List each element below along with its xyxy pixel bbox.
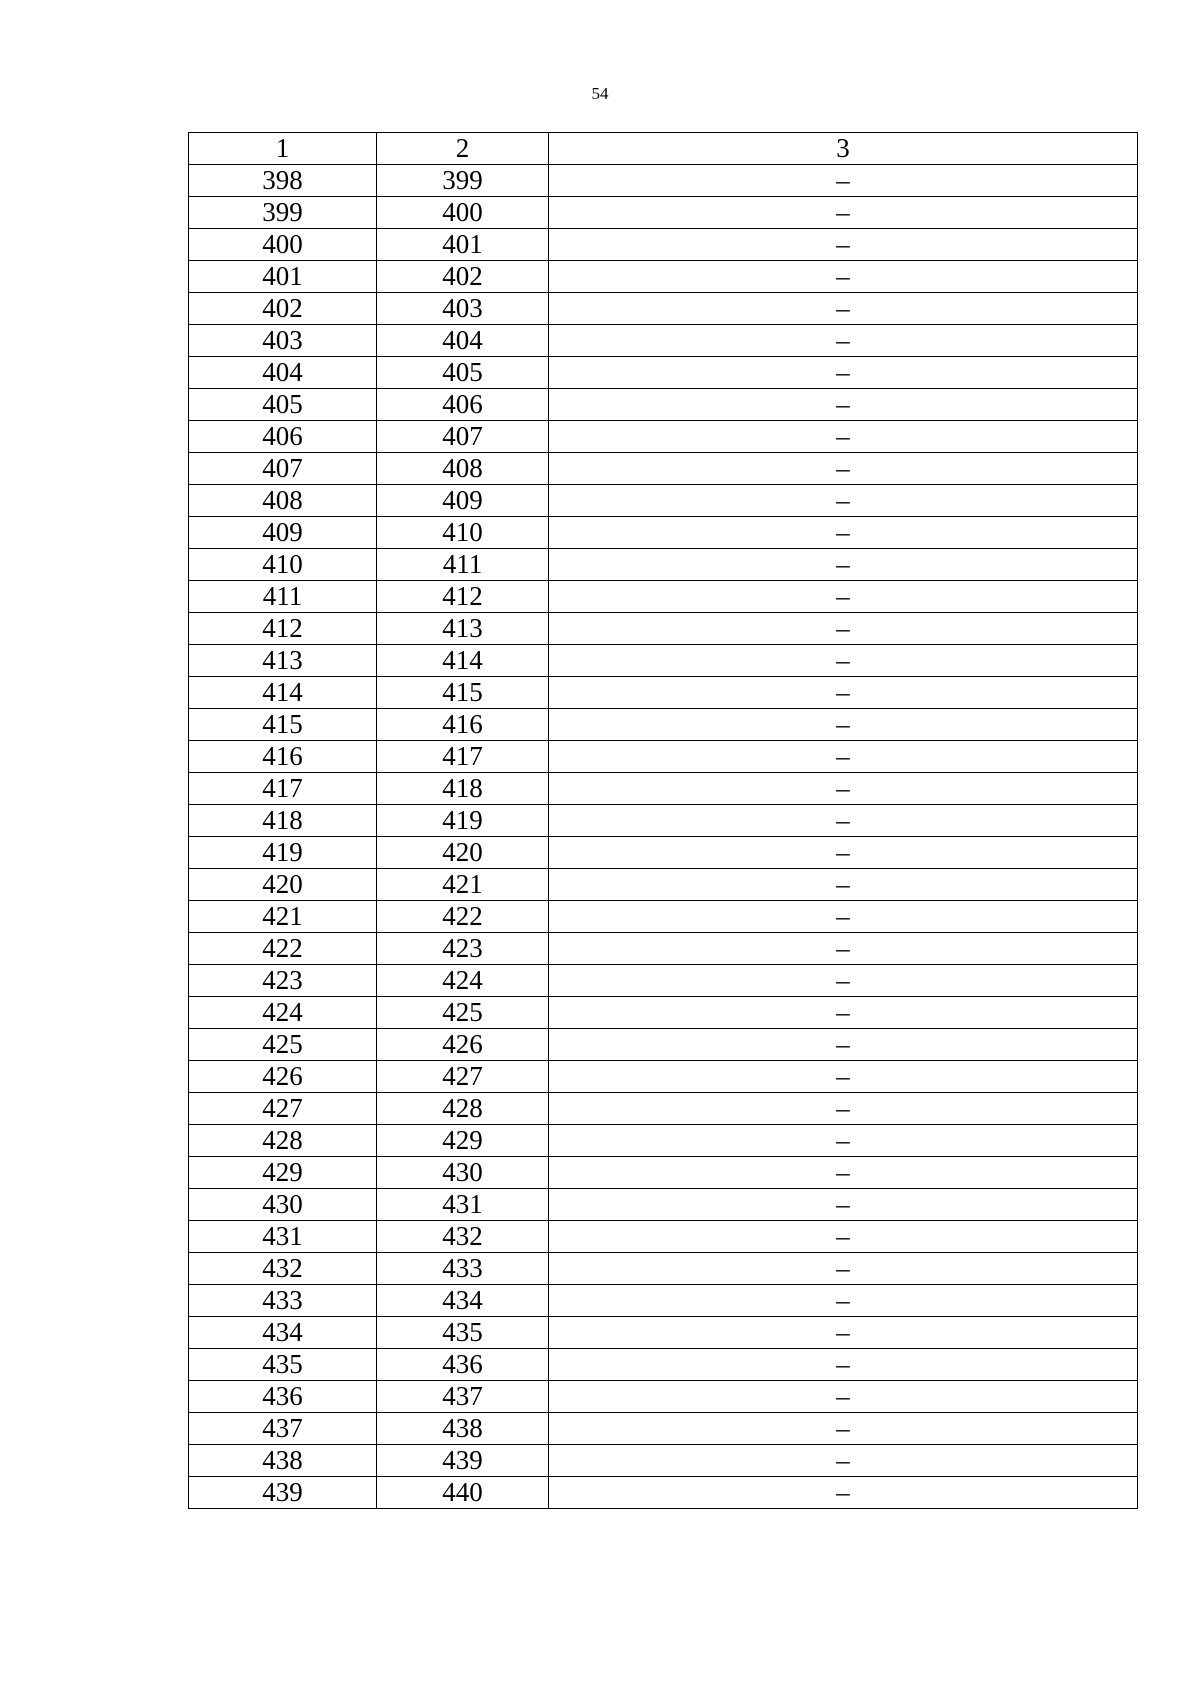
table-row [189,421,1138,453]
table-cell: 432 [189,1253,377,1285]
table-cell: – [549,165,1138,197]
table-row [189,677,1138,709]
table-cell: – [549,549,1138,581]
table-cell: 400 [377,197,549,229]
table-row [189,869,1138,901]
data-table [188,132,1138,1509]
table-cell: – [549,837,1138,869]
table-cell: 399 [377,165,549,197]
table-cell: 412 [377,581,549,613]
table-cell: 421 [377,869,549,901]
table-cell: – [549,1253,1138,1285]
table-cell: – [549,581,1138,613]
table-cell: – [549,741,1138,773]
table-cell: 434 [189,1317,377,1349]
table-row [189,389,1138,421]
table-cell: 409 [377,485,549,517]
table-row [189,1445,1138,1477]
table-cell: 399 [189,197,377,229]
table-row [189,613,1138,645]
table-row [189,1125,1138,1157]
table-row [189,1477,1138,1509]
table-cell: 418 [189,805,377,837]
table-cell: 434 [377,1285,549,1317]
table-cell: 440 [377,1477,549,1509]
table-cell: 402 [189,293,377,325]
table-cell: 437 [189,1413,377,1445]
table-cell: 401 [189,261,377,293]
table-header-row [189,133,1138,165]
table-cell: – [549,1093,1138,1125]
table-cell: 406 [189,421,377,453]
table-row [189,1221,1138,1253]
table-cell: 409 [189,517,377,549]
table-cell: – [549,357,1138,389]
table-cell: 422 [377,901,549,933]
table-cell: 407 [377,421,549,453]
table-row [189,293,1138,325]
table-cell: – [549,773,1138,805]
table-cell: 431 [189,1221,377,1253]
table-cell: 438 [377,1413,549,1445]
table-cell: – [549,1189,1138,1221]
table-cell: 421 [189,901,377,933]
table-row [189,773,1138,805]
table-cell: – [549,645,1138,677]
table-cell: 428 [189,1125,377,1157]
table-row [189,901,1138,933]
table-cell: 419 [377,805,549,837]
table-cell: – [549,197,1138,229]
table-cell: – [549,1061,1138,1093]
table-row [189,741,1138,773]
table-cell: – [549,805,1138,837]
table-row [189,837,1138,869]
table-cell: 398 [189,165,377,197]
table-cell: – [549,1349,1138,1381]
table-cell: – [549,709,1138,741]
table-cell: 415 [189,709,377,741]
table-cell: 403 [377,293,549,325]
table-cell: 429 [189,1157,377,1189]
table-row [189,453,1138,485]
table-cell: 417 [189,773,377,805]
table-row [189,709,1138,741]
table-row [189,1157,1138,1189]
table-cell: 411 [189,581,377,613]
table-cell: 416 [377,709,549,741]
table-row [189,1189,1138,1221]
table-cell: – [549,421,1138,453]
table-cell: – [549,1413,1138,1445]
column-header: 1 [189,133,377,165]
table-cell: 425 [377,997,549,1029]
table-row [189,165,1138,197]
table-row [189,805,1138,837]
table-cell: – [549,261,1138,293]
table-cell: – [549,933,1138,965]
table-cell: 435 [377,1317,549,1349]
table-cell: 439 [377,1445,549,1477]
table-cell: 403 [189,325,377,357]
table-cell: 437 [377,1381,549,1413]
table-cell: 425 [189,1029,377,1061]
column-header: 2 [377,133,549,165]
table-cell: 423 [377,933,549,965]
table-cell: 407 [189,453,377,485]
table-cell: 432 [377,1221,549,1253]
table-cell: 424 [377,965,549,997]
table-row [189,1413,1138,1445]
table-cell: 436 [189,1381,377,1413]
table-cell: 424 [189,997,377,1029]
table-row [189,645,1138,677]
table-row [189,1349,1138,1381]
table-cell: 408 [189,485,377,517]
table-cell: 401 [377,229,549,261]
table-cell: – [549,1477,1138,1509]
table-row [189,1381,1138,1413]
table-cell: – [549,389,1138,421]
table-body [189,133,1138,1509]
table-cell: 418 [377,773,549,805]
table-row [189,549,1138,581]
table-cell: 408 [377,453,549,485]
column-header: 3 [549,133,1138,165]
table-cell: 404 [377,325,549,357]
table-cell: – [549,453,1138,485]
table-row [189,1317,1138,1349]
table-row [189,965,1138,997]
table-row [189,261,1138,293]
table-cell: 410 [189,549,377,581]
table-row [189,517,1138,549]
table-row [189,933,1138,965]
table-cell: 400 [189,229,377,261]
table-cell: 413 [377,613,549,645]
table-cell: 417 [377,741,549,773]
table-cell: 411 [377,549,549,581]
table-cell: – [549,613,1138,645]
table-row [189,581,1138,613]
table-cell: 413 [189,645,377,677]
table-cell: – [549,1285,1138,1317]
table-cell: – [549,1445,1138,1477]
table-cell: 435 [189,1349,377,1381]
table-cell: 414 [377,645,549,677]
table-cell: – [549,293,1138,325]
table-cell: – [549,325,1138,357]
table-row [189,325,1138,357]
table-cell: – [549,1221,1138,1253]
table-cell: – [549,1381,1138,1413]
table-cell: 420 [377,837,549,869]
table-cell: 420 [189,869,377,901]
table-cell: 436 [377,1349,549,1381]
table-cell: 415 [377,677,549,709]
table-row [189,997,1138,1029]
table-cell: 431 [377,1189,549,1221]
table-cell: 406 [377,389,549,421]
table-cell: – [549,869,1138,901]
table-cell: – [549,901,1138,933]
table-cell: – [549,677,1138,709]
table-cell: – [549,1125,1138,1157]
table-cell: 429 [377,1125,549,1157]
table-row [189,1093,1138,1125]
table-cell: 438 [189,1445,377,1477]
table-row [189,357,1138,389]
table-row [189,485,1138,517]
table-cell: 410 [377,517,549,549]
table-cell: 426 [377,1029,549,1061]
table-cell: 427 [189,1093,377,1125]
table-cell: – [549,965,1138,997]
page-number: 54 [591,84,609,103]
table-cell: – [549,1029,1138,1061]
table-cell: 426 [189,1061,377,1093]
table-cell: 439 [189,1477,377,1509]
table-cell: 430 [377,1157,549,1189]
table-row [189,1061,1138,1093]
table-cell: 427 [377,1061,549,1093]
table-cell: 433 [189,1285,377,1317]
table-row [189,197,1138,229]
table-cell: – [549,997,1138,1029]
table-cell: – [549,1157,1138,1189]
table-row [189,1285,1138,1317]
table-cell: 419 [189,837,377,869]
table-cell: 414 [189,677,377,709]
table-row [189,1253,1138,1285]
table-cell: 416 [189,741,377,773]
table-cell: 428 [377,1093,549,1125]
table-cell: 405 [377,357,549,389]
table-cell: 412 [189,613,377,645]
table-row [189,229,1138,261]
table-cell: – [549,517,1138,549]
table-cell: 422 [189,933,377,965]
table-cell: 402 [377,261,549,293]
table-cell: – [549,485,1138,517]
table-row [189,1029,1138,1061]
table-cell: – [549,1317,1138,1349]
table-cell: 404 [189,357,377,389]
table-cell: – [549,229,1138,261]
table-cell: 430 [189,1189,377,1221]
table-cell: 423 [189,965,377,997]
table-cell: 405 [189,389,377,421]
table-cell: 433 [377,1253,549,1285]
